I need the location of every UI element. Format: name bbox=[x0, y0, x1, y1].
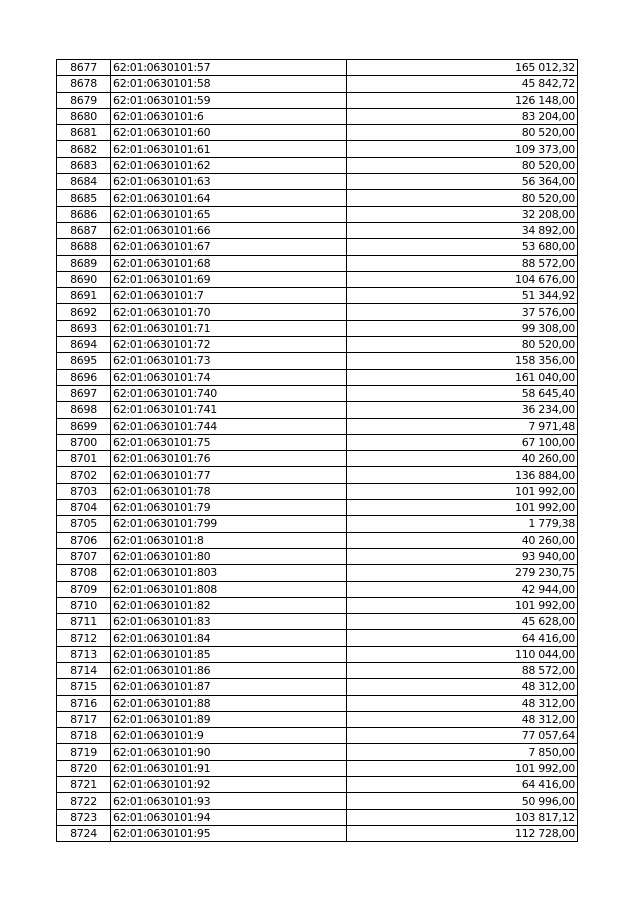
row-number-cell: 8694 bbox=[57, 337, 111, 353]
cadastral-value-cell: 32 208,00 bbox=[347, 206, 578, 222]
table-row bbox=[57, 353, 578, 369]
cadastral-number-cell: 62:01:0630101:92 bbox=[111, 777, 347, 793]
cadastral-number-cell: 62:01:0630101:76 bbox=[111, 451, 347, 467]
table-row bbox=[57, 125, 578, 141]
row-number-cell: 8685 bbox=[57, 190, 111, 206]
row-number-cell: 8714 bbox=[57, 662, 111, 678]
cadastral-number-cell: 62:01:0630101:89 bbox=[111, 711, 347, 727]
row-number-cell: 8713 bbox=[57, 646, 111, 662]
table-row bbox=[57, 777, 578, 793]
cadastral-value-cell: 93 940,00 bbox=[347, 548, 578, 564]
cadastral-number-cell: 62:01:0630101:90 bbox=[111, 744, 347, 760]
cadastral-number-cell: 62:01:0630101:87 bbox=[111, 679, 347, 695]
cadastral-number-cell: 62:01:0630101:72 bbox=[111, 337, 347, 353]
cadastral-value-cell: 64 416,00 bbox=[347, 777, 578, 793]
table-row bbox=[57, 418, 578, 434]
cadastral-value-cell: 112 728,00 bbox=[347, 825, 578, 841]
table-row bbox=[57, 369, 578, 385]
cadastral-number-cell: 62:01:0630101:95 bbox=[111, 825, 347, 841]
row-number-cell: 8697 bbox=[57, 385, 111, 401]
cadastral-number-cell: 62:01:0630101:803 bbox=[111, 565, 347, 581]
cadastral-value-cell: 50 996,00 bbox=[347, 793, 578, 809]
table-row bbox=[57, 385, 578, 401]
cadastral-value-cell: 48 312,00 bbox=[347, 679, 578, 695]
row-number-cell: 8706 bbox=[57, 532, 111, 548]
row-number-cell: 8724 bbox=[57, 825, 111, 841]
table-row bbox=[57, 141, 578, 157]
cadastral-number-cell: 62:01:0630101:67 bbox=[111, 239, 347, 255]
table-row bbox=[57, 206, 578, 222]
row-number-cell: 8700 bbox=[57, 434, 111, 450]
row-number-cell: 8716 bbox=[57, 695, 111, 711]
row-number-cell: 8693 bbox=[57, 320, 111, 336]
row-number-cell: 8690 bbox=[57, 271, 111, 287]
cadastral-number-cell: 62:01:0630101:808 bbox=[111, 581, 347, 597]
row-number-cell: 8678 bbox=[57, 76, 111, 92]
row-number-cell: 8687 bbox=[57, 222, 111, 238]
table-row bbox=[57, 255, 578, 271]
cadastral-value-cell: 48 312,00 bbox=[347, 711, 578, 727]
cadastral-value-cell: 165 012,32 bbox=[347, 60, 578, 76]
cadastral-number-cell: 62:01:0630101:84 bbox=[111, 630, 347, 646]
cadastral-value-cell: 77 057,64 bbox=[347, 728, 578, 744]
row-number-cell: 8715 bbox=[57, 679, 111, 695]
cadastral-value-cell: 126 148,00 bbox=[347, 92, 578, 108]
row-number-cell: 8686 bbox=[57, 206, 111, 222]
cadastral-number-cell: 62:01:0630101:93 bbox=[111, 793, 347, 809]
row-number-cell: 8691 bbox=[57, 288, 111, 304]
cadastral-number-cell: 62:01:0630101:78 bbox=[111, 483, 347, 499]
row-number-cell: 8704 bbox=[57, 500, 111, 516]
table-row bbox=[57, 174, 578, 190]
cadastral-number-cell: 62:01:0630101:74 bbox=[111, 369, 347, 385]
row-number-cell: 8711 bbox=[57, 614, 111, 630]
cadastral-value-cell: 56 364,00 bbox=[347, 174, 578, 190]
cadastral-value-cell: 101 992,00 bbox=[347, 483, 578, 499]
table-row bbox=[57, 304, 578, 320]
row-number-cell: 8710 bbox=[57, 597, 111, 613]
row-number-cell: 8707 bbox=[57, 548, 111, 564]
table-row bbox=[57, 222, 578, 238]
cadastral-number-cell: 62:01:0630101:64 bbox=[111, 190, 347, 206]
cadastral-number-cell: 62:01:0630101:744 bbox=[111, 418, 347, 434]
table-row bbox=[57, 646, 578, 662]
cadastral-number-cell: 62:01:0630101:79 bbox=[111, 500, 347, 516]
table-row bbox=[57, 532, 578, 548]
table-row bbox=[57, 451, 578, 467]
cadastral-number-cell: 62:01:0630101:94 bbox=[111, 809, 347, 825]
cadastral-number-cell: 62:01:0630101:69 bbox=[111, 271, 347, 287]
cadastral-value-cell: 7 850,00 bbox=[347, 744, 578, 760]
row-number-cell: 8708 bbox=[57, 565, 111, 581]
row-number-cell: 8722 bbox=[57, 793, 111, 809]
cadastral-value-cell: 80 520,00 bbox=[347, 190, 578, 206]
cadastral-value-cell: 34 892,00 bbox=[347, 222, 578, 238]
row-number-cell: 8718 bbox=[57, 728, 111, 744]
cadastral-number-cell: 62:01:0630101:83 bbox=[111, 614, 347, 630]
cadastral-value-cell: 83 204,00 bbox=[347, 108, 578, 124]
row-number-cell: 8702 bbox=[57, 467, 111, 483]
cadastral-number-cell: 62:01:0630101:73 bbox=[111, 353, 347, 369]
cadastral-value-cell: 40 260,00 bbox=[347, 451, 578, 467]
cadastral-number-cell: 62:01:0630101:66 bbox=[111, 222, 347, 238]
row-number-cell: 8721 bbox=[57, 777, 111, 793]
cadastral-number-cell: 62:01:0630101:57 bbox=[111, 60, 347, 76]
cadastral-number-cell: 62:01:0630101:9 bbox=[111, 728, 347, 744]
cadastral-value-cell: 88 572,00 bbox=[347, 255, 578, 271]
row-number-cell: 8688 bbox=[57, 239, 111, 255]
cadastral-number-cell: 62:01:0630101:91 bbox=[111, 760, 347, 776]
cadastral-number-cell: 62:01:0630101:62 bbox=[111, 157, 347, 173]
row-number-cell: 8719 bbox=[57, 744, 111, 760]
cadastral-number-cell: 62:01:0630101:8 bbox=[111, 532, 347, 548]
row-number-cell: 8681 bbox=[57, 125, 111, 141]
cadastral-value-cell: 37 576,00 bbox=[347, 304, 578, 320]
row-number-cell: 8712 bbox=[57, 630, 111, 646]
table-row bbox=[57, 76, 578, 92]
cadastral-value-cell: 36 234,00 bbox=[347, 402, 578, 418]
cadastral-number-cell: 62:01:0630101:799 bbox=[111, 516, 347, 532]
cadastral-value-cell: 109 373,00 bbox=[347, 141, 578, 157]
row-number-cell: 8679 bbox=[57, 92, 111, 108]
row-number-cell: 8698 bbox=[57, 402, 111, 418]
cadastral-value-cell: 279 230,75 bbox=[347, 565, 578, 581]
table-row bbox=[57, 630, 578, 646]
cadastral-value-cell: 101 992,00 bbox=[347, 760, 578, 776]
cadastral-value-cell: 158 356,00 bbox=[347, 353, 578, 369]
cadastral-value-cell: 80 520,00 bbox=[347, 157, 578, 173]
cadastral-value-cell: 67 100,00 bbox=[347, 434, 578, 450]
cadastral-value-cell: 7 971,48 bbox=[347, 418, 578, 434]
table-row bbox=[57, 825, 578, 841]
table-row bbox=[57, 288, 578, 304]
cadastral-value-cell: 40 260,00 bbox=[347, 532, 578, 548]
table-body bbox=[57, 60, 578, 842]
table-row bbox=[57, 597, 578, 613]
row-number-cell: 8682 bbox=[57, 141, 111, 157]
cadastral-value-cell: 45 842,72 bbox=[347, 76, 578, 92]
table-row bbox=[57, 60, 578, 76]
row-number-cell: 8689 bbox=[57, 255, 111, 271]
table-row bbox=[57, 695, 578, 711]
cadastral-number-cell: 62:01:0630101:61 bbox=[111, 141, 347, 157]
cadastral-value-cell: 99 308,00 bbox=[347, 320, 578, 336]
cadastral-value-cell: 103 817,12 bbox=[347, 809, 578, 825]
table-row bbox=[57, 108, 578, 124]
table-row bbox=[57, 565, 578, 581]
row-number-cell: 8695 bbox=[57, 353, 111, 369]
cadastral-number-cell: 62:01:0630101:59 bbox=[111, 92, 347, 108]
cadastral-value-cell: 104 676,00 bbox=[347, 271, 578, 287]
cadastral-number-cell: 62:01:0630101:85 bbox=[111, 646, 347, 662]
row-number-cell: 8701 bbox=[57, 451, 111, 467]
row-number-cell: 8696 bbox=[57, 369, 111, 385]
table-row bbox=[57, 760, 578, 776]
row-number-cell: 8684 bbox=[57, 174, 111, 190]
table-row bbox=[57, 271, 578, 287]
cadastral-value-cell: 110 044,00 bbox=[347, 646, 578, 662]
cadastral-number-cell: 62:01:0630101:88 bbox=[111, 695, 347, 711]
row-number-cell: 8692 bbox=[57, 304, 111, 320]
cadastral-number-cell: 62:01:0630101:6 bbox=[111, 108, 347, 124]
cadastral-value-cell: 80 520,00 bbox=[347, 125, 578, 141]
cadastral-number-cell: 62:01:0630101:60 bbox=[111, 125, 347, 141]
table-row bbox=[57, 337, 578, 353]
cadastral-number-cell: 62:01:0630101:7 bbox=[111, 288, 347, 304]
table-row bbox=[57, 483, 578, 499]
row-number-cell: 8705 bbox=[57, 516, 111, 532]
table-row bbox=[57, 500, 578, 516]
row-number-cell: 8677 bbox=[57, 60, 111, 76]
table-row bbox=[57, 711, 578, 727]
cadastral-number-cell: 62:01:0630101:63 bbox=[111, 174, 347, 190]
cadastral-number-cell: 62:01:0630101:741 bbox=[111, 402, 347, 418]
table-row bbox=[57, 320, 578, 336]
row-number-cell: 8723 bbox=[57, 809, 111, 825]
table-row bbox=[57, 728, 578, 744]
cadastral-value-cell: 161 040,00 bbox=[347, 369, 578, 385]
row-number-cell: 8699 bbox=[57, 418, 111, 434]
cadastral-number-cell: 62:01:0630101:740 bbox=[111, 385, 347, 401]
cadastral-number-cell: 62:01:0630101:80 bbox=[111, 548, 347, 564]
row-number-cell: 8720 bbox=[57, 760, 111, 776]
cadastral-value-table bbox=[56, 59, 578, 842]
cadastral-number-cell: 62:01:0630101:65 bbox=[111, 206, 347, 222]
cadastral-value-cell: 1 779,38 bbox=[347, 516, 578, 532]
table-row bbox=[57, 614, 578, 630]
cadastral-value-cell: 53 680,00 bbox=[347, 239, 578, 255]
row-number-cell: 8703 bbox=[57, 483, 111, 499]
cadastral-value-cell: 51 344,92 bbox=[347, 288, 578, 304]
cadastral-value-cell: 101 992,00 bbox=[347, 597, 578, 613]
cadastral-value-cell: 64 416,00 bbox=[347, 630, 578, 646]
cadastral-number-cell: 62:01:0630101:68 bbox=[111, 255, 347, 271]
cadastral-value-cell: 101 992,00 bbox=[347, 500, 578, 516]
cadastral-number-cell: 62:01:0630101:58 bbox=[111, 76, 347, 92]
row-number-cell: 8680 bbox=[57, 108, 111, 124]
row-number-cell: 8717 bbox=[57, 711, 111, 727]
row-number-cell: 8683 bbox=[57, 157, 111, 173]
cadastral-value-cell: 45 628,00 bbox=[347, 614, 578, 630]
cadastral-value-cell: 136 884,00 bbox=[347, 467, 578, 483]
row-number-cell: 8709 bbox=[57, 581, 111, 597]
cadastral-number-cell: 62:01:0630101:71 bbox=[111, 320, 347, 336]
table-row bbox=[57, 434, 578, 450]
cadastral-number-cell: 62:01:0630101:86 bbox=[111, 662, 347, 678]
table-row bbox=[57, 157, 578, 173]
cadastral-number-cell: 62:01:0630101:75 bbox=[111, 434, 347, 450]
table-row bbox=[57, 402, 578, 418]
table-row bbox=[57, 581, 578, 597]
table-row bbox=[57, 548, 578, 564]
table-row bbox=[57, 239, 578, 255]
cadastral-number-cell: 62:01:0630101:82 bbox=[111, 597, 347, 613]
cadastral-number-cell: 62:01:0630101:70 bbox=[111, 304, 347, 320]
table-row bbox=[57, 744, 578, 760]
table-row bbox=[57, 467, 578, 483]
table-row bbox=[57, 92, 578, 108]
cadastral-value-cell: 42 944,00 bbox=[347, 581, 578, 597]
table-row bbox=[57, 516, 578, 532]
table-row bbox=[57, 679, 578, 695]
table-row bbox=[57, 809, 578, 825]
cadastral-value-cell: 58 645,40 bbox=[347, 385, 578, 401]
cadastral-value-cell: 48 312,00 bbox=[347, 695, 578, 711]
table-row bbox=[57, 662, 578, 678]
cadastral-value-cell: 80 520,00 bbox=[347, 337, 578, 353]
cadastral-number-cell: 62:01:0630101:77 bbox=[111, 467, 347, 483]
table-row bbox=[57, 190, 578, 206]
cadastral-value-cell: 88 572,00 bbox=[347, 662, 578, 678]
table-row bbox=[57, 793, 578, 809]
